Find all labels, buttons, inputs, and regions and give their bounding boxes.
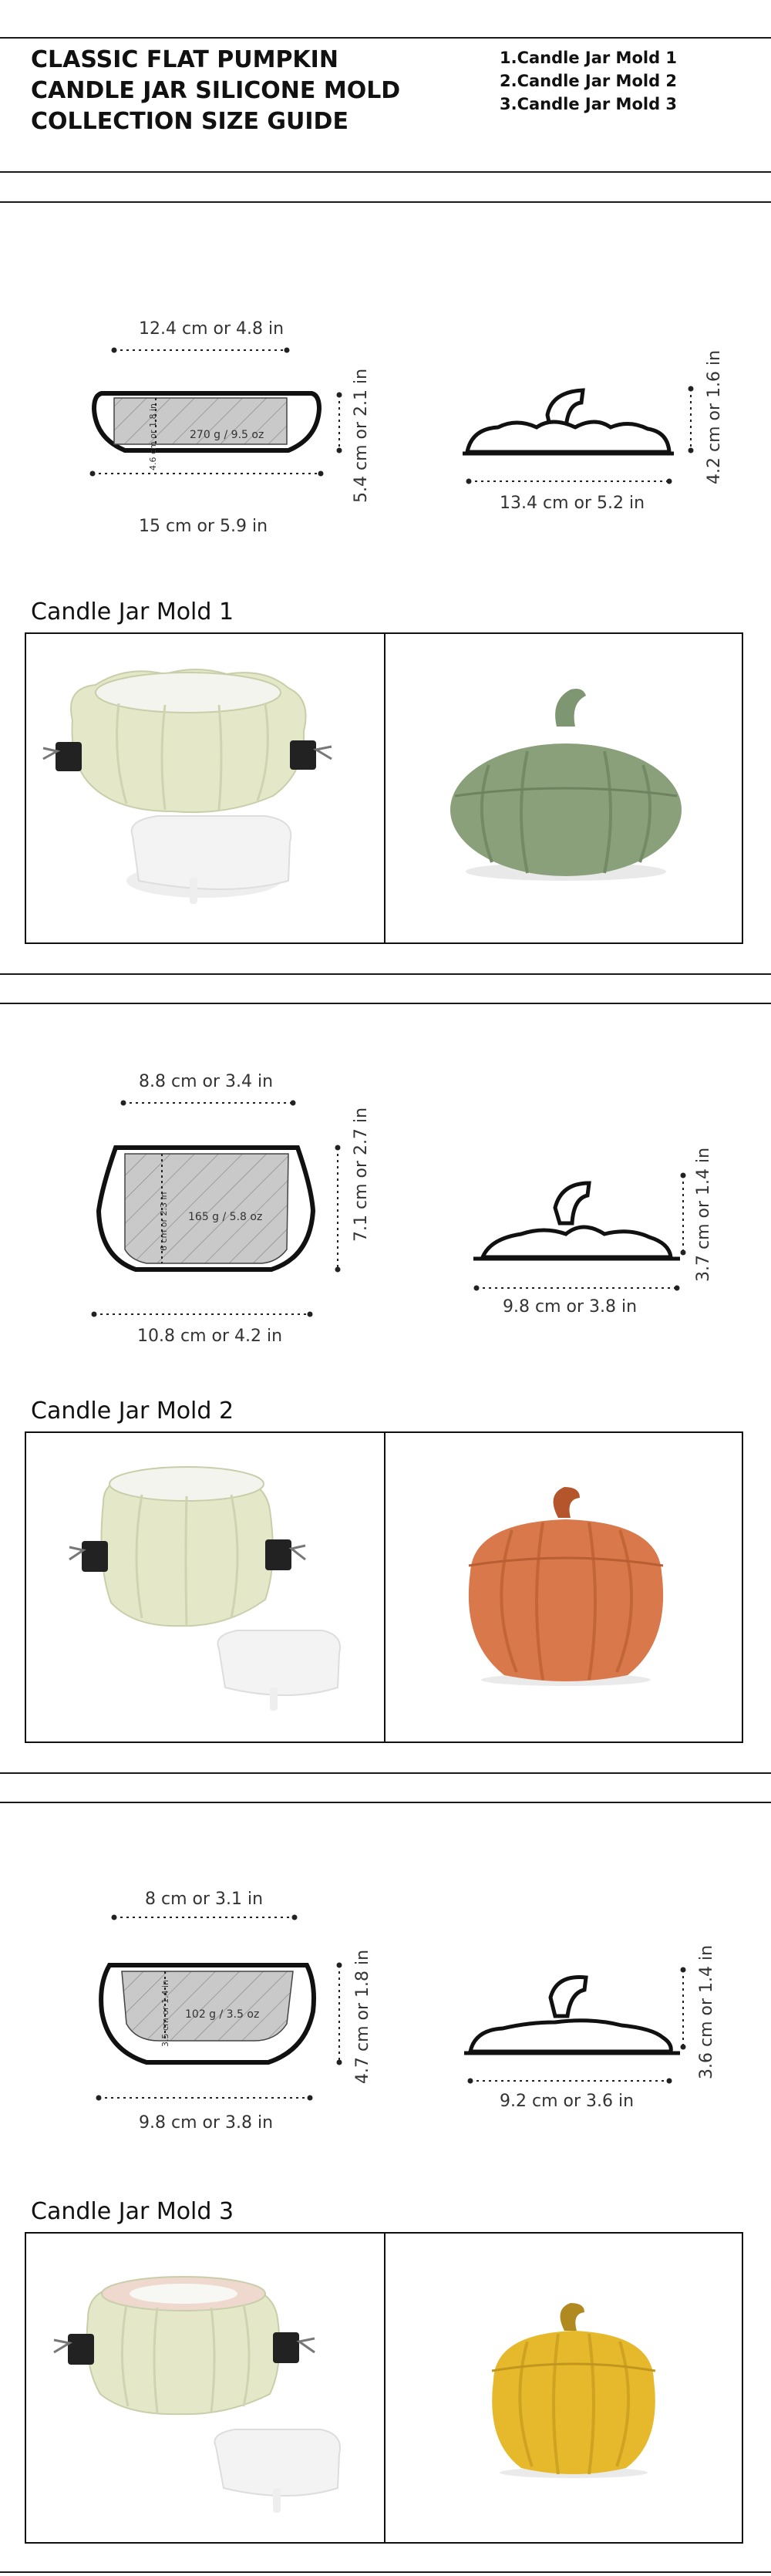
jar-inner-height: 6 cm or 2.3 in xyxy=(159,1192,169,1251)
mold-label: Candle Jar Mold 2 xyxy=(31,1398,234,1425)
toc-item[interactable]: 1.Candle Jar Mold 1 xyxy=(500,49,678,67)
pumpkin-jar-photo xyxy=(443,1487,689,1688)
section-rule xyxy=(0,973,771,975)
photo-panel xyxy=(25,632,743,944)
mold-label: Candle Jar Mold 1 xyxy=(31,598,234,625)
jar-bottom-width: 9.8 cm or 3.8 in xyxy=(139,2113,274,2133)
lid-height: 3.6 cm or 1.4 in xyxy=(697,1944,716,2079)
header-top-rule xyxy=(0,37,771,39)
jar-bottom-width: 15 cm or 5.9 in xyxy=(139,517,268,536)
page-title: CLASSIC FLAT PUMPKIN CANDLE JAR SILICONE MOLD COLLECTION SIZE GUIDE xyxy=(31,46,401,135)
lid-height: 4.2 cm or 1.6 in xyxy=(705,349,724,484)
panel-divider xyxy=(384,634,386,942)
jar-capacity: 270 g / 9.5 oz xyxy=(190,429,264,441)
section-rule xyxy=(0,1003,771,1004)
jar-inner-height: 4.6 cm or 1.8 in xyxy=(148,403,158,470)
lid-diagram xyxy=(460,386,691,486)
pumpkin-jar-photo xyxy=(412,680,720,896)
silicone-mold-photo xyxy=(42,2264,365,2527)
photo-panel xyxy=(25,1431,743,1743)
header-bottom-rule xyxy=(0,171,771,173)
silicone-mold-photo xyxy=(42,1456,365,1726)
lid-width: 9.8 cm or 3.8 in xyxy=(503,1297,638,1317)
lid-height: 3.7 cm or 1.4 in xyxy=(694,1147,713,1282)
lid-width: 13.4 cm or 5.2 in xyxy=(500,494,645,513)
panel-divider xyxy=(384,2234,386,2542)
silicone-mold-photo xyxy=(42,657,365,927)
section-rule xyxy=(0,1772,771,1774)
section-rule xyxy=(0,201,771,203)
panel-divider xyxy=(384,1433,386,1741)
pumpkin-jar-photo xyxy=(473,2303,674,2480)
toc-item[interactable]: 3.Candle Jar Mold 3 xyxy=(500,95,678,113)
jar-top-width: 8.8 cm or 3.4 in xyxy=(139,1072,274,1091)
mold-label: Candle Jar Mold 3 xyxy=(31,2198,234,2225)
section-rule xyxy=(0,1802,771,1803)
jar-capacity: 165 g / 5.8 oz xyxy=(188,1211,263,1223)
lid-diagram xyxy=(467,1172,691,1296)
jar-bottom-width: 10.8 cm or 4.2 in xyxy=(137,1327,283,1346)
jar-top-width: 12.4 cm or 4.8 in xyxy=(139,319,284,339)
jar-inner-height: 3.5 cm or 1.4 in xyxy=(160,1979,170,2047)
jar-diagram xyxy=(85,1095,347,1319)
jar-top-width: 8 cm or 3.1 in xyxy=(145,1890,264,1909)
section-rule xyxy=(0,2571,771,2573)
lid-width: 9.2 cm or 3.6 in xyxy=(500,2092,635,2111)
jar-height: 4.7 cm or 1.8 in xyxy=(353,1949,372,2084)
jar-capacity: 102 g / 3.5 oz xyxy=(185,2008,260,2021)
table-of-contents xyxy=(500,46,677,116)
jar-diagram xyxy=(85,339,339,501)
jar-height: 5.4 cm or 2.1 in xyxy=(352,368,371,503)
lid-diagram xyxy=(460,1967,691,2090)
toc-item[interactable]: 2.Candle Jar Mold 2 xyxy=(500,72,678,90)
photo-panel xyxy=(25,2232,743,2544)
jar-height: 7.1 cm or 2.7 in xyxy=(352,1107,371,1242)
